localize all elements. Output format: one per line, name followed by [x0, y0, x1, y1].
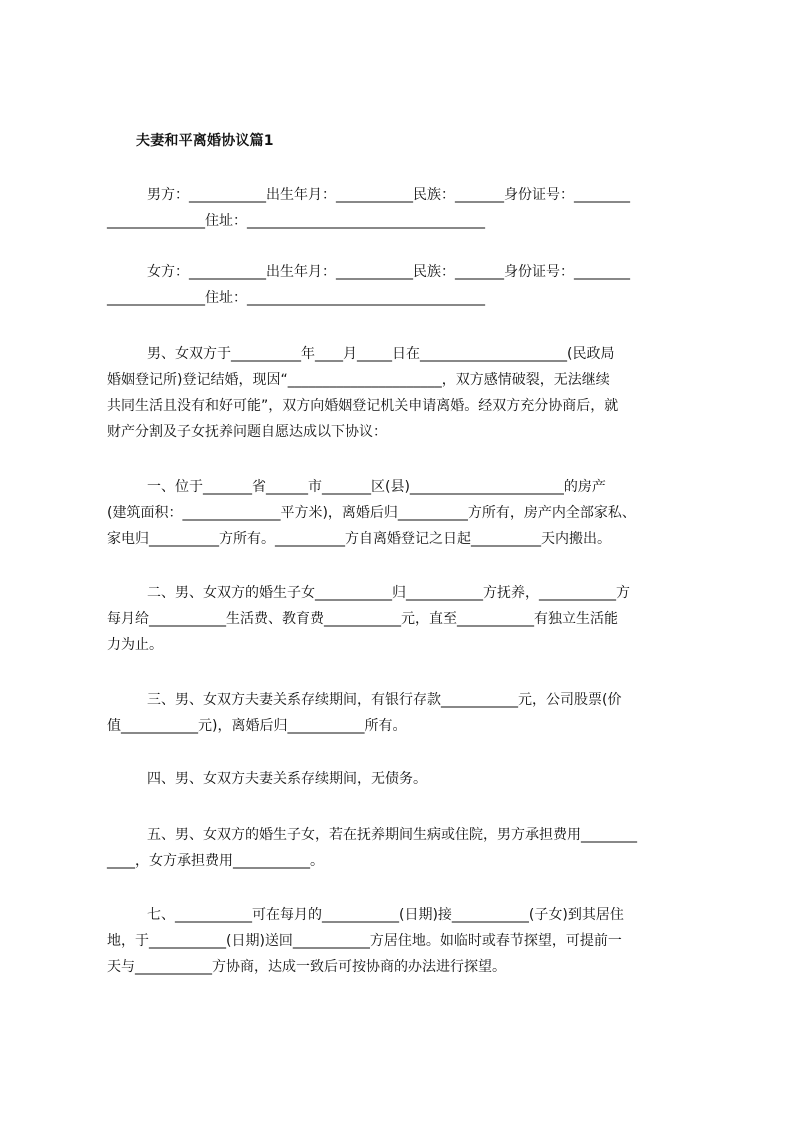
paragraph-line: 天与___________方协商，达成一致后可按协商的办法进行探望。 — [107, 959, 506, 975]
paragraph-line: 七、___________可在每月的___________(日期)接___________(子女)到其居住 — [147, 907, 624, 923]
clause-2-child-custody — [107, 580, 699, 658]
paragraph-line: 共同生活且没有和好可能”，双方向婚姻登记机关申请离婚。经双方充分协商后，就 — [107, 398, 619, 414]
clause-1-property — [107, 474, 699, 552]
paragraph-line: 一、位于_______省______市_______区(县)______________________的房产 — [147, 479, 606, 495]
paragraph-line: 男方：___________出生年月：___________民族：_______身份证号：________ — [147, 187, 630, 203]
paragraph-line: 财产分割及子女抚养问题自愿达成以下协议： — [107, 424, 387, 440]
paragraph-line: 地，于___________(日期)送回___________方居住地。如临时或春节探望，可提前一 — [107, 933, 622, 949]
clause-3-savings — [107, 687, 699, 739]
paragraph-line: 力为止。 — [107, 637, 163, 653]
paragraph-man-info — [107, 182, 699, 234]
paragraph-line: 值___________元)，离婚后归___________所有。 — [107, 718, 407, 734]
paragraph-line: (建筑面积：______________平方米)，离婚后归__________方所有，房产内全部家私、 — [107, 505, 636, 521]
paragraph-line: 四、男、女双方夫妻关系存续期间，无债务。 — [147, 771, 427, 787]
paragraph-preamble — [107, 341, 699, 445]
paragraph-line: 婚姻登记所)登记结婚，现因“______________________，双方感情破裂，无法继续 — [107, 372, 610, 388]
paragraph-line: ______________住址：__________________________________ — [107, 290, 485, 306]
paragraph-line: 家电归__________方所有。__________方自离婚登记之日起__________天内搬出。 — [107, 531, 611, 547]
paragraph-line: ____，女方承担费用___________。 — [107, 853, 324, 869]
paragraph-woman-info — [107, 259, 699, 311]
paragraph-line: 五、男、女双方的婚生子女，若在抚养期间生病或住院，男方承担费用________ — [147, 827, 637, 843]
paragraph-line: ______________住址：__________________________________ — [107, 213, 485, 229]
paragraph-line: 每月给___________生活费、教育费___________元，直至___________有独立生活能 — [107, 611, 618, 627]
document-title: 夫妻和平离婚协议篇1 — [136, 133, 274, 149]
paragraph-line: 二、男、女双方的婚生子女___________归___________方抚养，___________方 — [147, 585, 630, 601]
paragraph-line: 三、男、女双方夫妻关系存续期间，有银行存款___________元，公司股票(价 — [147, 692, 622, 708]
clause-4-debts — [107, 766, 699, 792]
clause-7-visitation — [107, 902, 699, 980]
paragraph-line: 女方：___________出生年月：___________民族：_______身份证号：________ — [147, 264, 630, 280]
paragraph-line: 男、女双方于__________年____月_____日在_____________________(民政局 — [147, 346, 615, 362]
clause-5-medical-costs — [107, 822, 699, 874]
